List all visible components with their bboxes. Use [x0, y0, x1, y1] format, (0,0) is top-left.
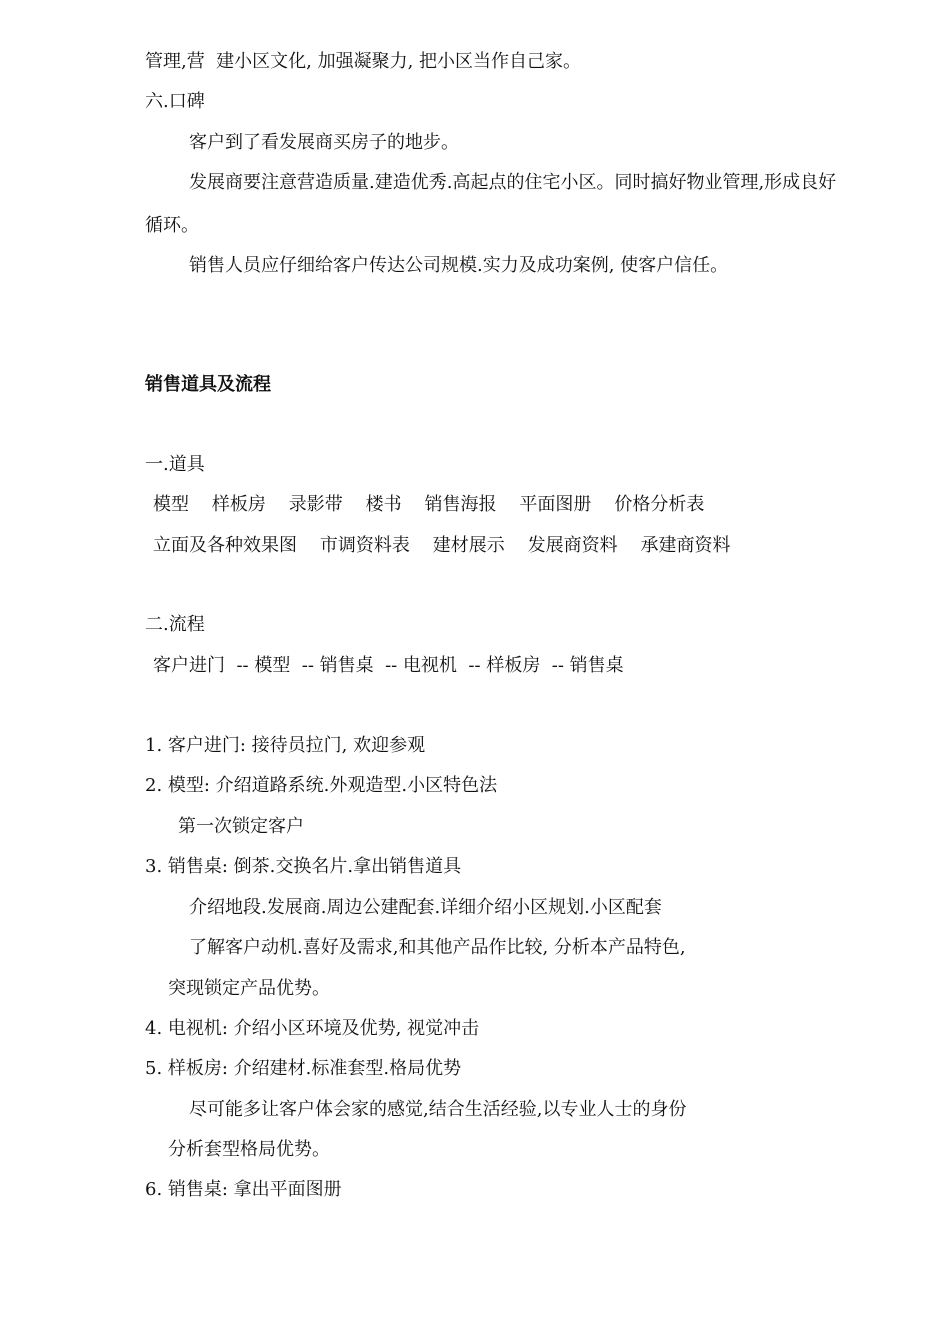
paragraph-line: 发展商要注意营造质量.建造优秀.高起点的住宅小区。同时搞好物业管理,形成良好: [189, 172, 837, 193]
paragraph-line: 销售人员应仔细给客户传达公司规模.实力及成功案例, 使客户信任。: [189, 255, 729, 276]
section-title: 六.口碑: [145, 91, 205, 112]
step-item: 1. 客户进门: 接待员拉门, 欢迎参观: [145, 735, 426, 756]
paragraph-line: 循环。: [145, 215, 199, 236]
subsection-title: 二.流程: [145, 614, 205, 635]
paragraph-line: 管理,营 建小区文化, 加强凝聚力, 把小区当作自己家。: [145, 51, 582, 72]
step-item: 5. 样板房: 介绍建材.标准套型.格局优势: [145, 1058, 462, 1079]
step-detail: 第一次锁定客户: [178, 816, 304, 837]
step-item: 4. 电视机: 介绍小区环境及优势, 视觉冲击: [145, 1018, 480, 1039]
tools-list-row: 模型 样板房 录影带 楼书 销售海报 平面图册 价格分析表: [153, 494, 705, 515]
step-detail: 尽可能多让客户体会家的感觉,结合生活经验,以专业人士的身份: [189, 1099, 687, 1120]
section-heading: 销售道具及流程: [145, 374, 271, 395]
step-item: 6. 销售桌: 拿出平面图册: [145, 1179, 342, 1200]
step-detail: 分析套型格局优势。: [168, 1139, 330, 1160]
tools-list-row: 立面及各种效果图 市调资料表 建材展示 发展商资料 承建商资料: [153, 535, 731, 556]
subsection-title: 一.道具: [145, 454, 205, 475]
step-detail: 了解客户动机.喜好及需求,和其他产品作比较, 分析本产品特色,: [189, 937, 686, 958]
process-flow: 客户进门 -- 模型 -- 销售桌 -- 电视机 -- 样板房 -- 销售桌: [153, 655, 624, 676]
step-item: 3. 销售桌: 倒茶.交换名片.拿出销售道具: [145, 856, 462, 877]
paragraph-line: 客户到了看发展商买房子的地步。: [189, 132, 459, 153]
step-item: 2. 模型: 介绍道路系统.外观造型.小区特色法: [145, 775, 498, 796]
step-detail: 突现锁定产品优势。: [168, 978, 330, 999]
step-detail: 介绍地段.发展商.周边公建配套.详细介绍小区规划.小区配套: [189, 897, 662, 918]
